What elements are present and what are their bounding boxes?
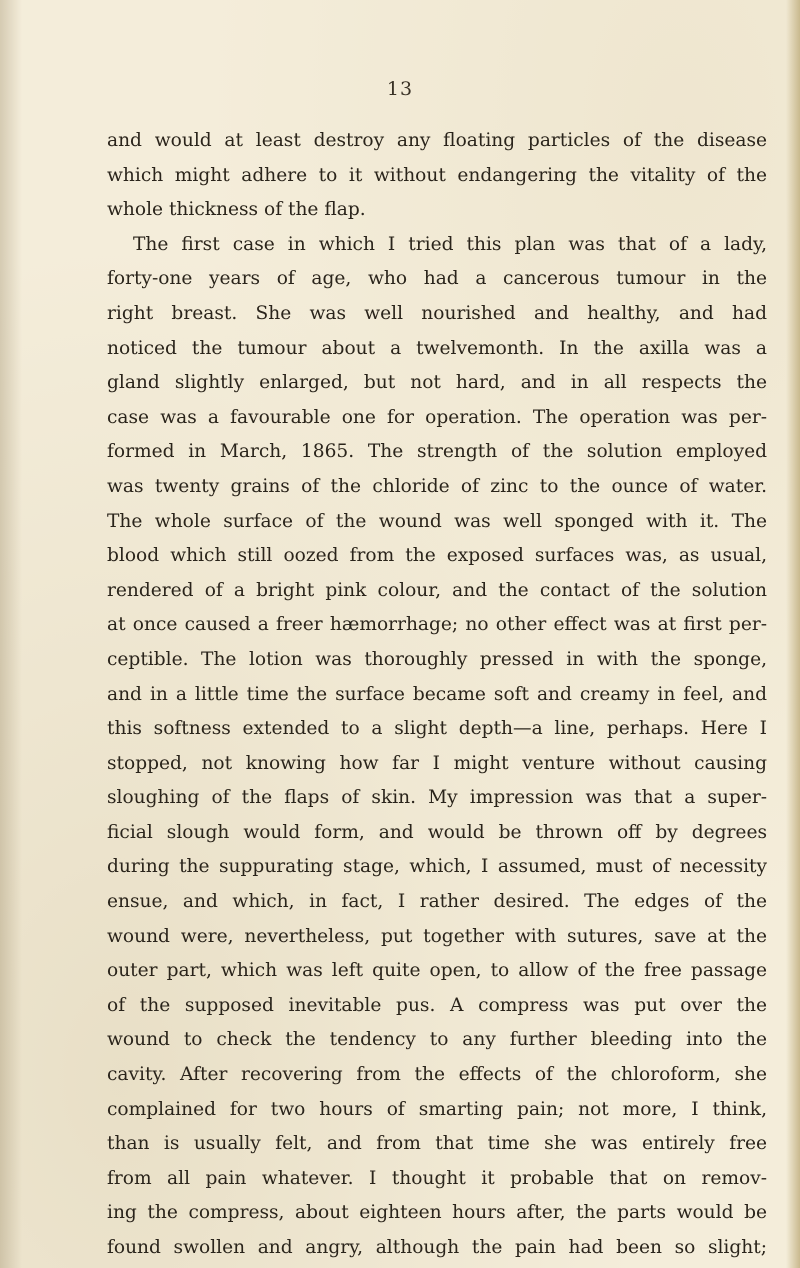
text-line: stopped, not knowing how far I might venture without causing <box>107 752 767 774</box>
text-line: and in a little time the surface became soft and creamy in feel, and <box>107 683 767 705</box>
text-line: was twenty grains of the chloride of zinc to the ounce of water. <box>107 475 767 497</box>
text-line: noticed the tumour about a twelvemonth. In the axilla was a <box>107 337 767 359</box>
text-line: of the supposed inevitable pus. A compress was put over the <box>107 994 767 1016</box>
text-line: ceptible. The lotion was thoroughly pressed in with the sponge, <box>107 648 767 670</box>
text-line: found swollen and angry, although the pain had been so slight; <box>107 1237 767 1258</box>
text-line: which might adhere to it without endangering the vitality of the <box>107 164 767 186</box>
text-line: case was a favourable one for operation. The operation was per- <box>107 406 767 428</box>
page-number: 13 <box>386 78 414 100</box>
text-line: outer part, which was left quite open, to allow of the free passage <box>107 960 767 982</box>
text-line: wound to check the tendency to any further bleeding into the <box>107 1029 767 1051</box>
text-line: cavity. After recovering from the effects of the chloroform, she <box>107 1064 767 1086</box>
text-line: forty-one years of age, who had a cancerous tumour in the <box>107 268 767 290</box>
text-line: formed in March, 1865. The strength of the solution employed <box>107 441 767 463</box>
text-line: rendered of a bright pink colour, and the contact of the solution <box>107 579 767 601</box>
text-line: blood which still oozed from the exposed surfaces was, as usual, <box>107 545 767 567</box>
page-edge <box>786 0 800 1268</box>
text-line: from all pain whatever. I thought it probable that on remov- <box>107 1167 767 1189</box>
text-line: this softness extended to a slight depth—a line, perhaps. Here I <box>107 718 767 740</box>
text-line: complained for two hours of smarting pain; not more, I think, <box>107 1098 767 1120</box>
text-line: gland slightly enlarged, but not hard, and in all respects the <box>107 372 767 394</box>
text-line: during the suppurating stage, which, I assumed, must of necessity <box>107 856 767 878</box>
body-text <box>107 124 767 1266</box>
text-line: sloughing of the flaps of skin. My impression was that a super- <box>107 787 767 809</box>
text-line: than is usually felt, and from that time she was entirely free <box>107 1133 767 1155</box>
text-line: The whole surface of the wound was well sponged with it. The <box>107 510 767 532</box>
text-line: ensue, and which, in fact, I rather desired. The edges of the <box>107 891 767 913</box>
text-line: right breast. She was well nourished and healthy, and had <box>107 302 767 324</box>
text-line: whole thickness of the flap. <box>107 199 366 221</box>
text-line: and would at least destroy any floating particles of the disease <box>107 130 767 151</box>
binding-shadow <box>0 0 22 1268</box>
text-line: wound were, nevertheless, put together with sutures, save at the <box>107 925 767 947</box>
text-line: ing the compress, about eighteen hours after, the parts would be <box>107 1202 767 1224</box>
text-line: ficial slough would form, and would be thrown off by degrees <box>107 821 767 843</box>
text-line: at once caused a freer hæmorrhage; no other effect was at first per- <box>107 614 767 636</box>
paragraph-start-line: The first case in which I tried this plan was that of a lady, <box>133 233 767 255</box>
